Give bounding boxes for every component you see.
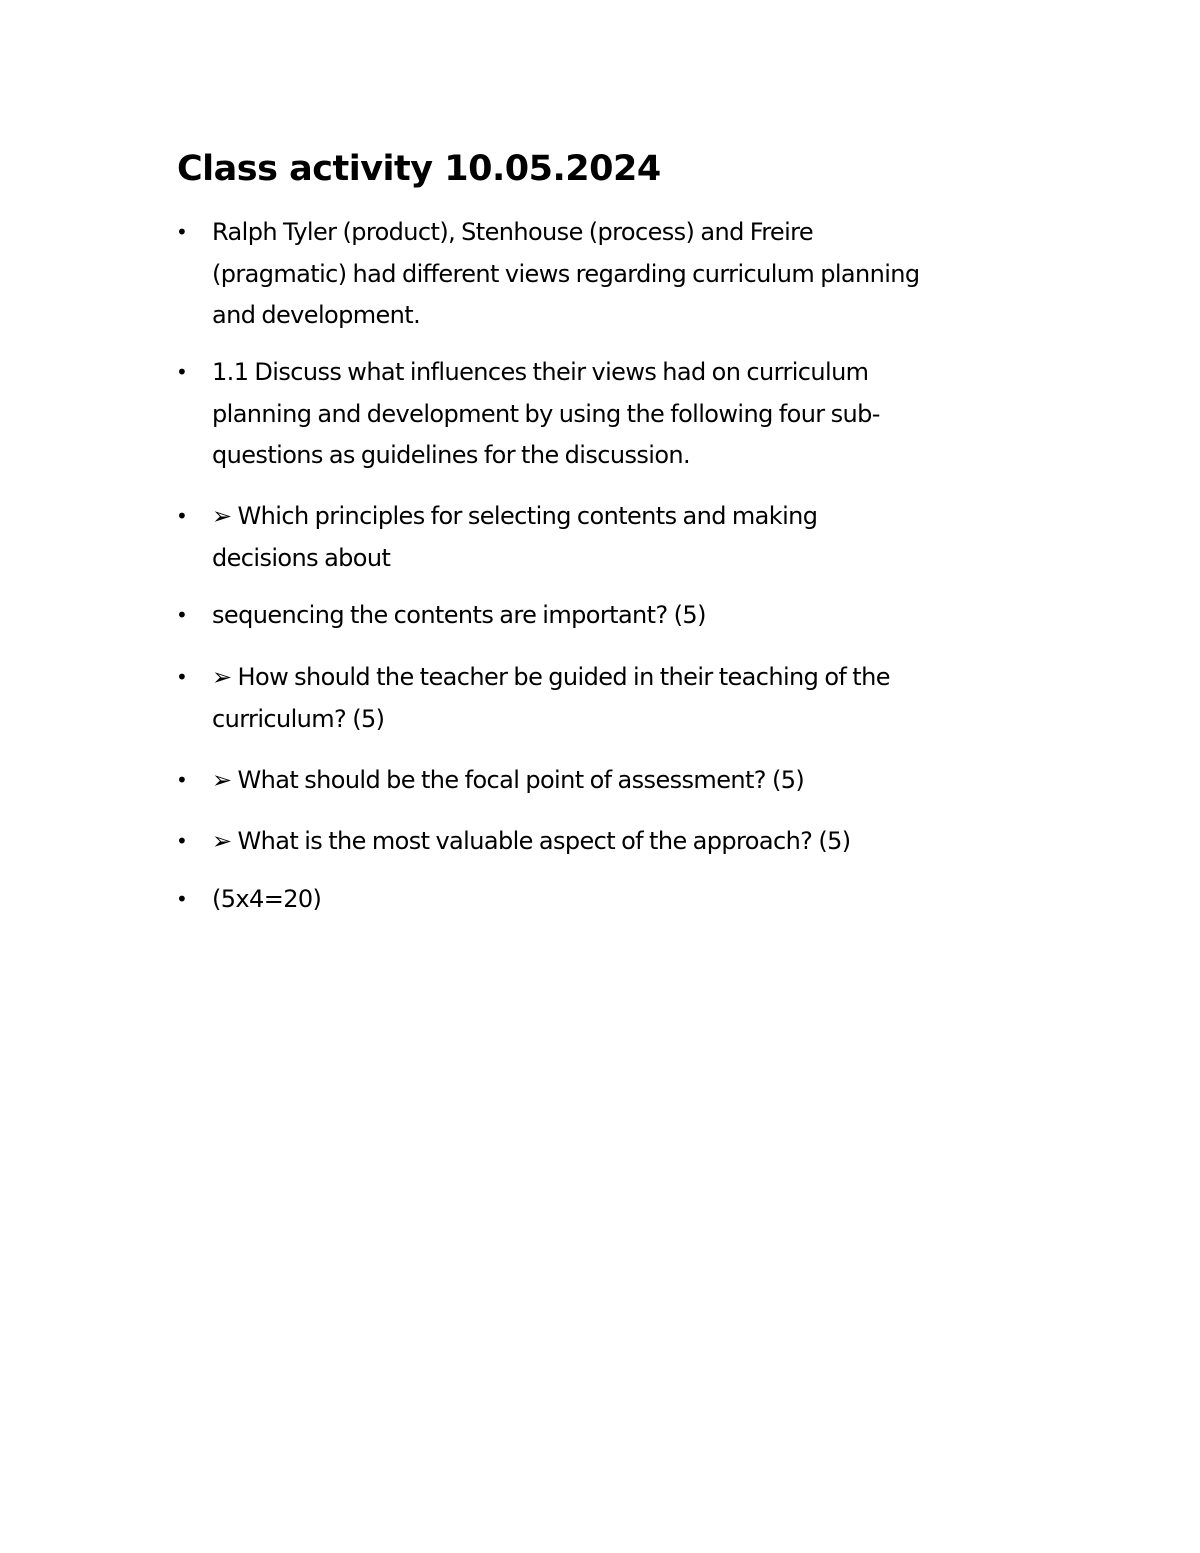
list-item-text — [212, 821, 1062, 863]
bullet-marker: • — [176, 887, 188, 911]
bullet-marker: • — [176, 665, 188, 689]
page-title: Class activity 10.05.2024 — [177, 149, 661, 189]
text-line: ➢ How should the teacher be guided in their teaching of the — [212, 663, 890, 691]
list-item-text — [212, 657, 1062, 740]
text-line: sequencing the contents are important? (5) — [212, 601, 706, 629]
text-line: (pragmatic) had different views regarding curriculum planning — [212, 259, 920, 288]
text-line: questions as guidelines for the discussion. — [212, 441, 691, 469]
list-item-text — [212, 760, 1062, 802]
list-item-text — [212, 595, 1062, 637]
text-line: ➢ What should be the focal point of assessment? (5) — [212, 766, 805, 794]
list-item-text — [212, 352, 1062, 477]
text-line: decisions about — [212, 543, 391, 572]
bullet-marker: • — [176, 603, 188, 627]
bullet-marker: • — [176, 504, 188, 528]
bullet-marker: • — [176, 768, 188, 792]
text-line: curriculum? (5) — [212, 704, 385, 733]
bullet-marker: • — [176, 220, 188, 244]
bullet-marker: • — [176, 360, 188, 384]
text-line: ➢ Which principles for selecting contents and making — [212, 502, 818, 530]
text-line: and development. — [212, 301, 421, 329]
text-line: (5x4=20) — [212, 885, 322, 913]
list-item-text — [212, 212, 1062, 337]
bullet-marker: • — [176, 829, 188, 853]
text-line: Ralph Tyler (product), Stenhouse (process) and Freire — [212, 218, 814, 246]
text-line: ➢ What is the most valuable aspect of the approach? (5) — [212, 827, 851, 855]
list-item-text — [212, 879, 1062, 921]
text-line: 1.1 Discuss what influences their views had on curriculum — [212, 358, 869, 386]
list-item-text — [212, 496, 1062, 579]
text-line: planning and development by using the following four sub- — [212, 399, 880, 428]
